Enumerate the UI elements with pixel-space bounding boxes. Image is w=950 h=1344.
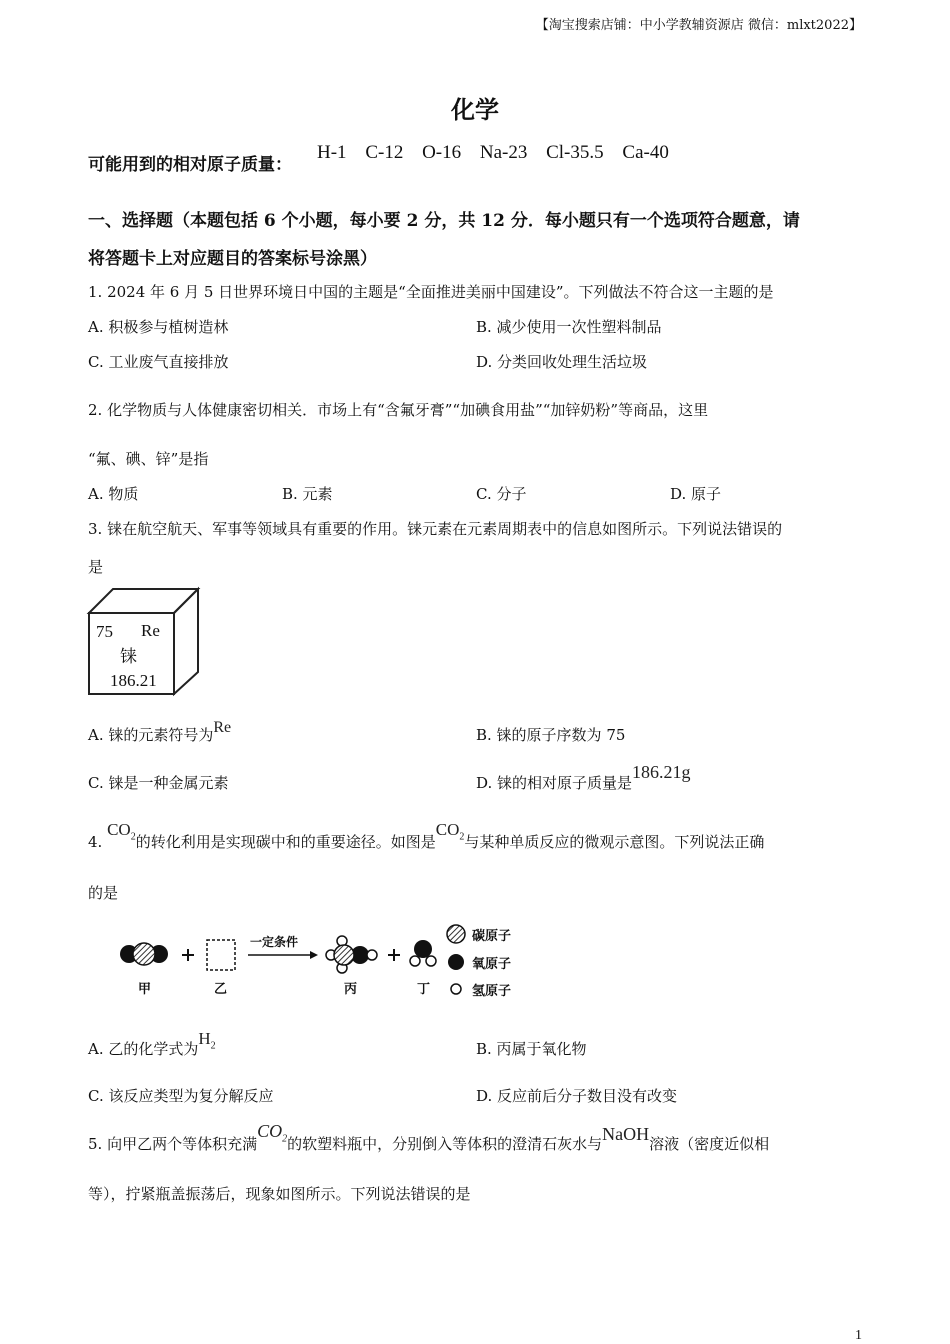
legend-carbon-icon xyxy=(447,925,465,943)
atomic-mass-cl: Cl-35.5 xyxy=(546,142,604,163)
label-yi: 乙 xyxy=(214,982,228,997)
legend-oxygen-label: 氧原子 xyxy=(472,957,512,972)
reaction-condition: 一定条件 xyxy=(250,935,299,949)
atomic-mass-label: 可能用到的相对原子质量： xyxy=(88,155,292,175)
q4-option-b: B. 丙属于氧化物 xyxy=(476,1040,587,1058)
q5-co2-sub: 2 xyxy=(282,1133,288,1145)
q2-option-a: A. 物质 xyxy=(88,485,139,503)
atomic-mass-c: C-12 xyxy=(365,142,404,163)
q3-option-a-text: A. 铼的元素符号为 xyxy=(88,726,214,744)
label-jia: 甲 xyxy=(138,982,152,997)
reaction-diagram xyxy=(110,918,540,1002)
q4-co2-formula-1 xyxy=(107,820,136,843)
q5-stem-end: 溶液（密度近似相 xyxy=(649,1135,770,1153)
q4-option-d: D. 反应前后分子数目没有改变 xyxy=(476,1087,678,1105)
q5-naoh-formula: NaOH xyxy=(602,1124,650,1144)
unknown-reactant-box xyxy=(207,940,235,970)
q3-option-d xyxy=(476,762,691,793)
page-header: 【淘宝搜索店铺：中小学教辅资源店 微信：mlxt2022】 xyxy=(535,18,862,33)
q4-h2-sub: 2 xyxy=(210,1040,216,1052)
q3-option-c: C. 铼是一种金属元素 xyxy=(88,774,229,792)
q2-option-b: B. 元素 xyxy=(282,485,333,503)
element-name: 铼 xyxy=(120,647,137,667)
legend-carbon-label: 碳原子 xyxy=(472,929,512,944)
q4-option-a-text: A. 乙的化学式为 xyxy=(88,1040,199,1058)
product-water-molecule xyxy=(410,940,436,966)
atomic-mass-ca: Ca-40 xyxy=(622,142,669,163)
atomic-mass-list xyxy=(317,142,683,164)
q4-option-a-formula xyxy=(198,1029,216,1052)
q2-option-c: C. 分子 xyxy=(476,485,527,503)
q2-stem-line1: 2. 化学物质与人体健康密切相关．市场上有“含氟牙膏”“加碘食用盐”“加锌奶粉”等商品，这里 xyxy=(88,401,709,419)
legend-hydrogen-icon xyxy=(451,984,461,994)
q3-stem-line2: 是 xyxy=(88,558,104,576)
q1-option-c: C. 工业废气直接排放 xyxy=(88,353,229,371)
q1-option-d: D. 分类回收处理生活垃圾 xyxy=(476,353,648,371)
q4-stem-mid: 的转化利用是实现碳中和的重要途径。如图是 xyxy=(135,833,436,851)
q3-option-d-text: D. 铼的相对原子质量是 xyxy=(476,774,633,792)
q1-option-a: A. 积极参与植树造林 xyxy=(88,318,229,336)
q4-h2-text: H xyxy=(198,1029,211,1048)
section-heading-line2: 将答题卡上对应题目的答案标号涂黑） xyxy=(88,249,377,269)
q3-option-b: B. 铼的原子序数为 75 xyxy=(476,726,626,744)
q5-co2-formula xyxy=(257,1121,288,1145)
q4-co2-text-1: CO xyxy=(107,820,131,839)
q4-co2-formula-2 xyxy=(435,820,465,843)
q1-option-b: B. 减少使用一次性塑料制品 xyxy=(476,318,662,336)
q3-option-a-formula: Re xyxy=(213,719,232,736)
q3-option-d-formula: 186.21g xyxy=(632,762,691,782)
section-heading-line1: 一、选择题（本题包括 6 个小题，每小要 2 分，共 12 分．每小题只有一个选项符合题意，请 xyxy=(88,211,800,231)
q4-co2-text-2: CO xyxy=(435,820,460,839)
legend-hydrogen-label: 氢原子 xyxy=(472,984,512,999)
reactant-co2-molecule xyxy=(120,943,168,965)
element-number: 75 xyxy=(96,622,113,641)
label-ding: 丁 xyxy=(417,982,431,997)
q1-stem: 1. 2024 年 6 月 5 日世界环境日中国的主题是“全面推进美丽中国建设”。下列做法不符合这一主题的是 xyxy=(88,283,774,301)
q2-option-d: D. 原子 xyxy=(670,485,722,503)
atomic-mass-na: Na-23 xyxy=(479,142,528,163)
q2-stem-line2: “氟、碘、锌”是指 xyxy=(88,450,209,468)
q4-co2-sub-1: 2 xyxy=(130,831,136,843)
element-symbol: Re xyxy=(141,621,160,640)
element-tile-figure xyxy=(86,586,202,698)
product-methanol-molecule xyxy=(326,936,377,973)
atomic-mass-o: O-16 xyxy=(422,142,462,163)
q5-co2-text: CO xyxy=(257,1121,283,1141)
q4-option-a xyxy=(88,1029,216,1061)
page-title: 化学 xyxy=(451,95,499,124)
q4-stem-line2: 的是 xyxy=(88,884,119,902)
q4-co2-sub-2: 2 xyxy=(459,831,465,843)
q3-option-a xyxy=(88,719,232,745)
q3-stem-line1: 3. 铼在航空航天、军事等领域具有重要的作用。铼元素在元素周期表中的信息如图所示。下列说法错误的 xyxy=(88,520,783,538)
q4-stem-end: 与某种单质反应的微观示意图。下列说法正确 xyxy=(464,833,765,851)
page-number: 1 xyxy=(855,1328,862,1343)
q5-stem-line2: 等），拧紧瓶盖振荡后，现象如图所示。下列说法错误的是 xyxy=(88,1185,471,1203)
q5-stem-line1 xyxy=(88,1121,770,1157)
q5-stem-start: 5. 向甲乙两个等体积充满 xyxy=(88,1135,258,1153)
q4-number: 4. xyxy=(88,833,103,851)
legend-oxygen-icon xyxy=(448,954,464,970)
atomic-mass-h: H-1 xyxy=(317,142,347,163)
label-bing: 丙 xyxy=(344,982,358,997)
q4-option-c: C. 该反应类型为复分解反应 xyxy=(88,1087,274,1105)
q5-stem-mid: 的软塑料瓶中，分别倒入等体积的澄清石灰水与 xyxy=(287,1135,603,1153)
element-mass: 186.21 xyxy=(110,671,157,690)
q4-stem-line1 xyxy=(88,820,765,854)
